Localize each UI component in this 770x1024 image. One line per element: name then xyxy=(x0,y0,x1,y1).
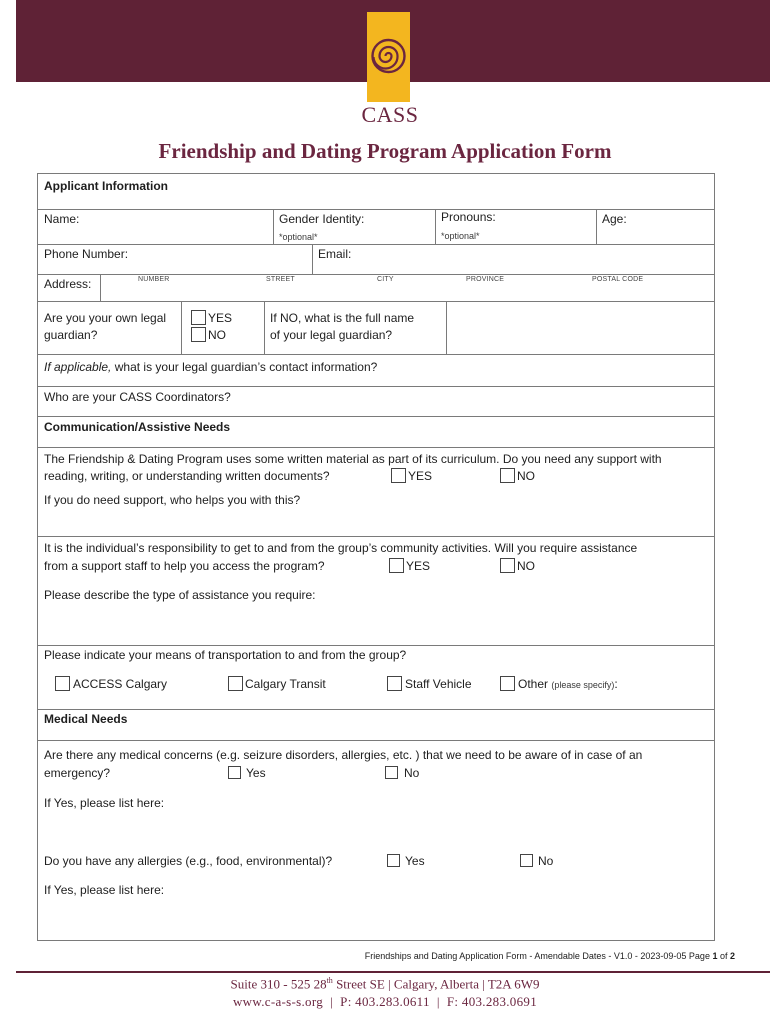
footer-fax: F: 403.283.0691 xyxy=(446,994,537,1009)
address-postal-caption: POSTAL CODE xyxy=(592,276,644,283)
address-city-caption: CITY xyxy=(377,276,394,283)
medical-no-label: No xyxy=(404,766,420,780)
cass-logo xyxy=(367,12,410,102)
address-label: Address: xyxy=(44,277,92,291)
section-heading-medical: Medical Needs xyxy=(44,712,128,726)
guardian-contact-question: If applicable, what is your legal guardian’s contact information? xyxy=(44,360,378,374)
travel-yes-label: YES xyxy=(406,559,431,573)
gender-label: Gender Identity: xyxy=(279,212,365,226)
describe-assistance: Please describe the type of assistance you require: xyxy=(44,588,316,602)
footer-website[interactable]: www.c-a-s-s.org xyxy=(232,994,324,1009)
written-support-line1: The Friendship & Dating Program uses some written material as part of its curriculum. Do you need any support with xyxy=(44,452,662,466)
logo-text: CASS xyxy=(361,102,419,127)
gender-optional-note: *optional* xyxy=(279,232,318,242)
guardian-name-line2: of your legal guardian? xyxy=(270,328,393,342)
transport-staff-label: Staff Vehicle xyxy=(405,677,472,691)
who-helps-question: If you do need support, who helps you with this? xyxy=(44,493,301,507)
age-label: Age: xyxy=(602,212,627,226)
guardian-name-line1: If NO, what is the full name xyxy=(270,311,415,325)
written-support-line2: reading, writing, or understanding written documents? xyxy=(44,469,330,483)
medical-no-checkbox[interactable] xyxy=(385,766,398,779)
transport-transit-label: Calgary Transit xyxy=(245,677,326,691)
guardian-no-checkbox[interactable] xyxy=(191,327,206,342)
allergies-list-label: If Yes, please list here: xyxy=(44,883,165,897)
pronouns-label: Pronouns: xyxy=(441,210,496,224)
travel-assistance-line2: from a support staff to help you access the program? xyxy=(44,559,325,573)
phone-label: Phone Number: xyxy=(44,247,129,261)
guardian-no-label: NO xyxy=(208,328,226,342)
coordinators-question: Who are your CASS Coordinators? xyxy=(44,390,231,404)
allergies-yes-checkbox[interactable] xyxy=(387,854,400,867)
written-no-label: NO xyxy=(517,469,535,483)
guardian-yes-checkbox[interactable] xyxy=(191,310,206,325)
written-yes-checkbox[interactable] xyxy=(391,468,406,483)
allergies-no-label: No xyxy=(538,854,554,868)
travel-no-checkbox[interactable] xyxy=(500,558,515,573)
medical-list-label: If Yes, please list here: xyxy=(44,796,165,810)
address-street-caption: STREET xyxy=(266,276,295,283)
address-number-caption: NUMBER xyxy=(138,276,170,283)
footer-rule xyxy=(16,971,770,973)
guardian-yes-label: YES xyxy=(208,311,233,325)
transport-staff-checkbox[interactable] xyxy=(387,676,402,691)
medical-concerns-line1: Are there any medical concerns (e.g. seizure disorders, allergies, etc. ) that we need to be aware of in case of an xyxy=(44,748,643,762)
name-label: Name: xyxy=(44,212,80,226)
section-heading-communication: Communication/Assistive Needs xyxy=(44,420,231,434)
pronouns-optional-note: *optional* xyxy=(441,231,480,241)
medical-yes-label: Yes xyxy=(246,766,266,780)
travel-no-label: NO xyxy=(517,559,535,573)
allergies-yes-label: Yes xyxy=(405,854,425,868)
allergies-no-checkbox[interactable] xyxy=(520,854,533,867)
footer-phone: P: 403.283.0611 xyxy=(340,994,430,1009)
travel-assistance-line1: It is the individual’s responsibility to get to and from the group’s community activities. Will you require assistance xyxy=(44,541,638,555)
application-form xyxy=(37,173,715,941)
written-no-checkbox[interactable] xyxy=(500,468,515,483)
transport-other-label: Other (please specify): xyxy=(518,677,618,691)
medical-concerns-line2: emergency? xyxy=(44,766,111,780)
transport-access-label: ACCESS Calgary xyxy=(73,677,168,691)
transport-transit-checkbox[interactable] xyxy=(228,676,243,691)
guardian-question-line2: guardian? xyxy=(44,328,98,342)
transport-other-checkbox[interactable] xyxy=(500,676,515,691)
email-label: Email: xyxy=(318,247,352,261)
address-province-caption: PROVINCE xyxy=(466,276,505,283)
footer-version-note: Friendships and Dating Application Form - Amendable Dates - V1.0 - 2023-09-05 Page 1 of 2 xyxy=(364,951,735,961)
allergies-question: Do you have any allergies (e.g., food, environmental)? xyxy=(44,854,333,868)
written-yes-label: YES xyxy=(408,469,433,483)
spiral-icon xyxy=(367,34,410,78)
transport-access-checkbox[interactable] xyxy=(55,676,70,691)
travel-yes-checkbox[interactable] xyxy=(389,558,404,573)
section-heading-applicant: Applicant Information xyxy=(44,179,168,193)
footer-contact: www.c-a-s-s.org | P: 403.283.0611 | F: 403.283.0691 xyxy=(232,994,537,1009)
guardian-question-line1: Are you your own legal xyxy=(44,311,167,325)
page-title: Friendship and Dating Program Application Form xyxy=(158,139,612,163)
medical-yes-checkbox[interactable] xyxy=(228,766,241,779)
footer-address: Suite 310 - 525 28th Street SE | Calgary, Alberta | T2A 6W9 xyxy=(230,976,540,992)
transport-question: Please indicate your means of transportation to and from the group? xyxy=(44,648,407,662)
